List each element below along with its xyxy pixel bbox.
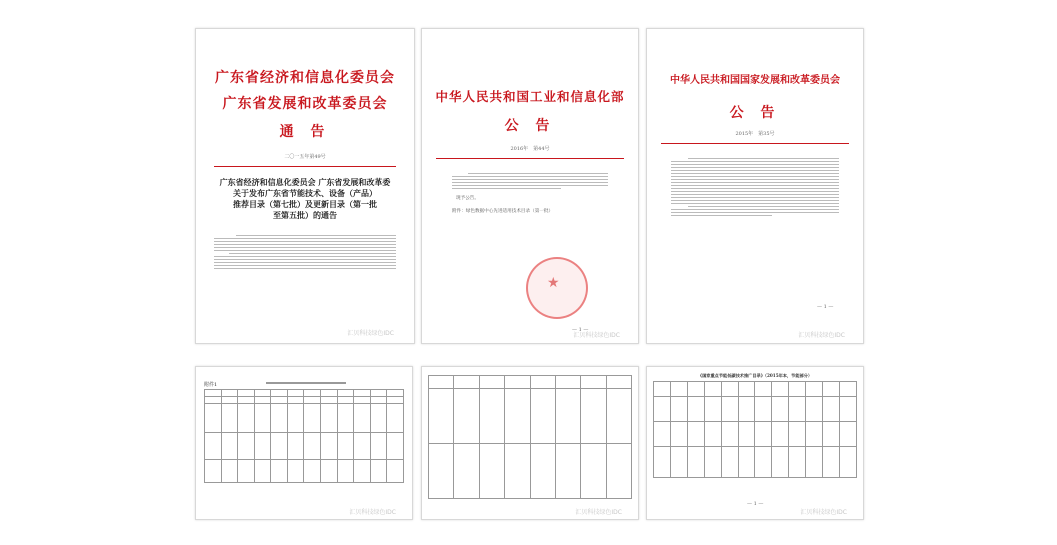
issuer: 中华人民共和国工业和信息化部 xyxy=(435,89,625,104)
title-line-3: 推荐目录（第七批）及更新目录（第一批 xyxy=(233,199,377,209)
watermark: 汇贝科技绿色IDC xyxy=(798,332,845,339)
document-page-6[interactable] xyxy=(646,366,864,520)
red-divider xyxy=(436,158,624,159)
red-divider xyxy=(661,143,849,144)
document-page-4[interactable] xyxy=(195,366,413,520)
attachment-line: 附件：绿色数据中心先进适用技术目录（第一批） xyxy=(452,209,554,215)
catalog-table xyxy=(204,389,404,483)
seal-star-icon: ★ xyxy=(547,275,560,291)
document-type: 公 告 xyxy=(729,105,781,121)
title-line-4: 至第五批）的通告 xyxy=(273,210,337,220)
watermark: 汇贝科技绿色IDC xyxy=(800,509,847,516)
watermark: 汇贝科技绿色IDC xyxy=(347,330,394,337)
body-text-lines xyxy=(671,158,839,216)
document-page-2[interactable] xyxy=(421,28,639,344)
document-type: 通 告 xyxy=(279,124,331,140)
watermark: 汇贝科技绿色IDC xyxy=(575,509,622,516)
document-page-5[interactable] xyxy=(421,366,639,520)
watermark: 汇贝科技绿色IDC xyxy=(349,509,396,516)
page-number: — 1 — xyxy=(817,304,834,310)
title-line-1: 广东省经济和信息化委员会 广东省发展和改革委 xyxy=(219,177,391,187)
issuer-line-1: 广东省经济和信息化委员会 xyxy=(215,70,395,86)
page-number: — 1 — xyxy=(747,501,764,507)
watermark: 汇贝科技绿色IDC xyxy=(573,332,620,339)
document-number: 二〇一五年第49号 xyxy=(284,154,326,160)
document-page-1[interactable] xyxy=(195,28,415,344)
document-number: 2015年 第35号 xyxy=(735,131,775,137)
document-number: 2016年 第44号 xyxy=(510,146,550,152)
annex-label: 附件1 xyxy=(204,382,218,388)
body-text-lines xyxy=(452,173,608,189)
red-divider xyxy=(214,166,396,167)
body-text-lines xyxy=(214,235,396,269)
table-title-line xyxy=(266,382,346,384)
document-type: 公 告 xyxy=(504,118,556,134)
title-line-2: 关于发布广东省节能技术、设备（产品） xyxy=(233,188,377,198)
notice-title xyxy=(196,177,414,221)
document-page-3[interactable] xyxy=(646,28,864,344)
catalog-table xyxy=(653,381,857,478)
issuer-line-2: 广东省发展和改革委员会 xyxy=(222,96,388,112)
catalog-table xyxy=(428,375,632,499)
page-number: — 1 — xyxy=(572,327,589,333)
issuer: 中华人民共和国国家发展和改革委员会 xyxy=(670,75,840,86)
closing-text: 现予公告。 xyxy=(456,196,479,201)
table-title: 《国家重点节能低碳技术推广目录》（2015年本，节能部分） xyxy=(697,373,813,378)
